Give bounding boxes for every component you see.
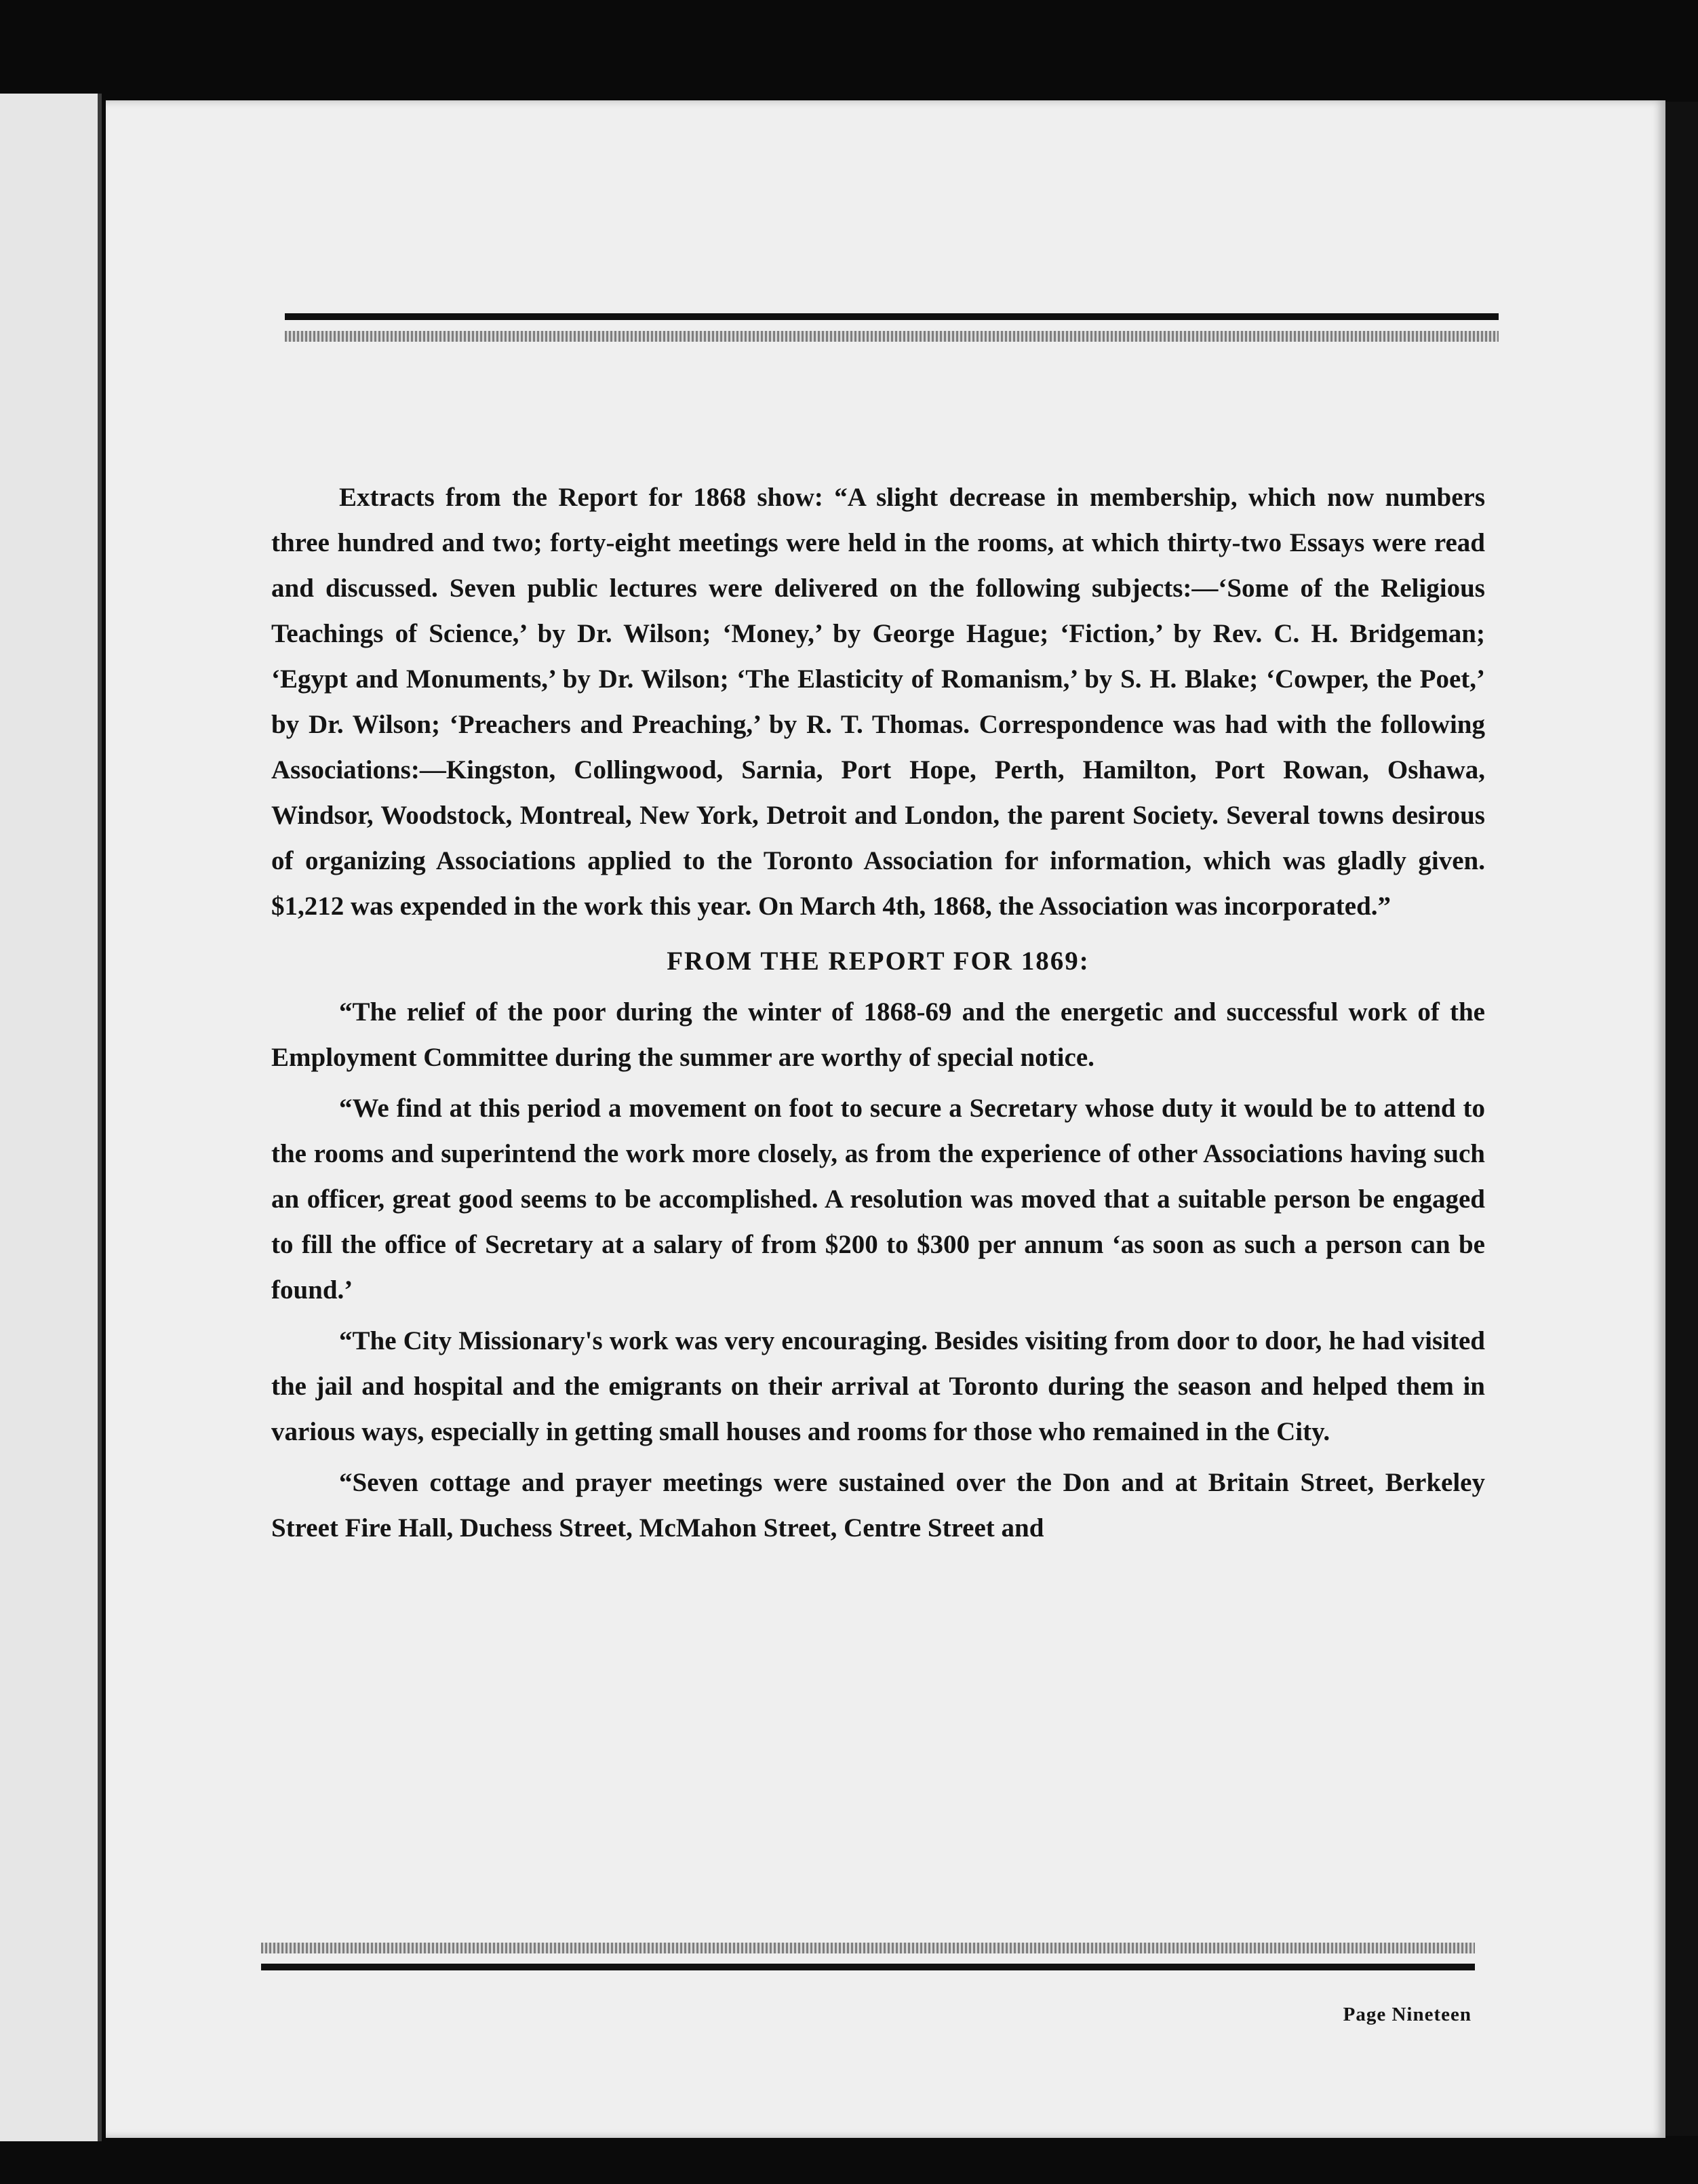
bottom-hatched-rule	[261, 1943, 1475, 1953]
top-thick-rule	[285, 313, 1499, 320]
right-scan-edge	[1665, 102, 1698, 2136]
paragraph-cottage-meetings: “Seven cottage and prayer meetings were sustained over the Don and at Britain Street, Berkeley Street Fire Hall, Duchess Street, McMahon Street, Centre Street and	[271, 1468, 1485, 1543]
top-hatched-rule	[285, 331, 1499, 342]
paragraph-missionary: “The City Missionary's work was very encouraging. Besides visiting from door to door, he had visited the jail and hospital and the emigrants on their arrival at Toronto during the season and helped them in various ways, especially in getting small houses and rooms for those who remained in the City.	[271, 1326, 1485, 1446]
scan-background-top	[0, 0, 1698, 102]
left-page-edge	[0, 94, 102, 2141]
section-heading-1869: FROM THE REPORT FOR 1869:	[667, 947, 1090, 976]
page-number: Page Nineteen	[1343, 2004, 1472, 2025]
paragraph-report-1868: Extracts from the Report for 1868 show: “A slight decrease in membership, which now numbers three hundred and two; forty-eight meetings were held in the rooms, at which thirty-two Essays were read and discussed. Seven public lectures were delivered on the following subjects:—‘Some of the Religious Teachings of Science,’ by Dr. Wilson; ‘Money,’ by George Hague; ‘Fiction,’ by Rev. C. H. Bridgeman; ‘Egypt and Monuments,’ by Dr. Wilson; ‘The Elasticity of Romanism,’ by S. H. Blake; ‘Cowper, the Poet,’ by Dr. Wilson; ‘Preachers and Preaching,’ by R. T. Thomas. Correspondence was had with the following Associations:—Kingston, Collingwood, Sarnia, Port Hope, Perth, Hamilton, Port Rowan, Oshawa, Windsor, Woodstock, Montreal, New York, Detroit and London, the parent Society. Several towns desirous of organizing Associations applied to the Toronto Association for information, which was gladly given. $1,212 was expended in the work this year. On March 4th, 1868, the Association was incorporated.”	[271, 483, 1485, 921]
paragraph-relief: “The relief of the poor during the winter of 1868-69 and the energetic and successful work of the Employment Committee during the summer are worthy of special notice.	[271, 997, 1485, 1072]
document-body	[271, 475, 1485, 1556]
paragraph-secretary: “We find at this period a movement on foot to secure a Secretary whose duty it would be to attend to the rooms and superintend the work more closely, as from the experience of other Associations having such an officer, great good seems to be accomplished. A resolution was moved that a suitable person be engaged to fill the office of Secretary at a salary of from $200 to $300 per annum ‘as soon as such a person can be found.’	[271, 1094, 1485, 1305]
bottom-thick-rule	[261, 1964, 1475, 1970]
